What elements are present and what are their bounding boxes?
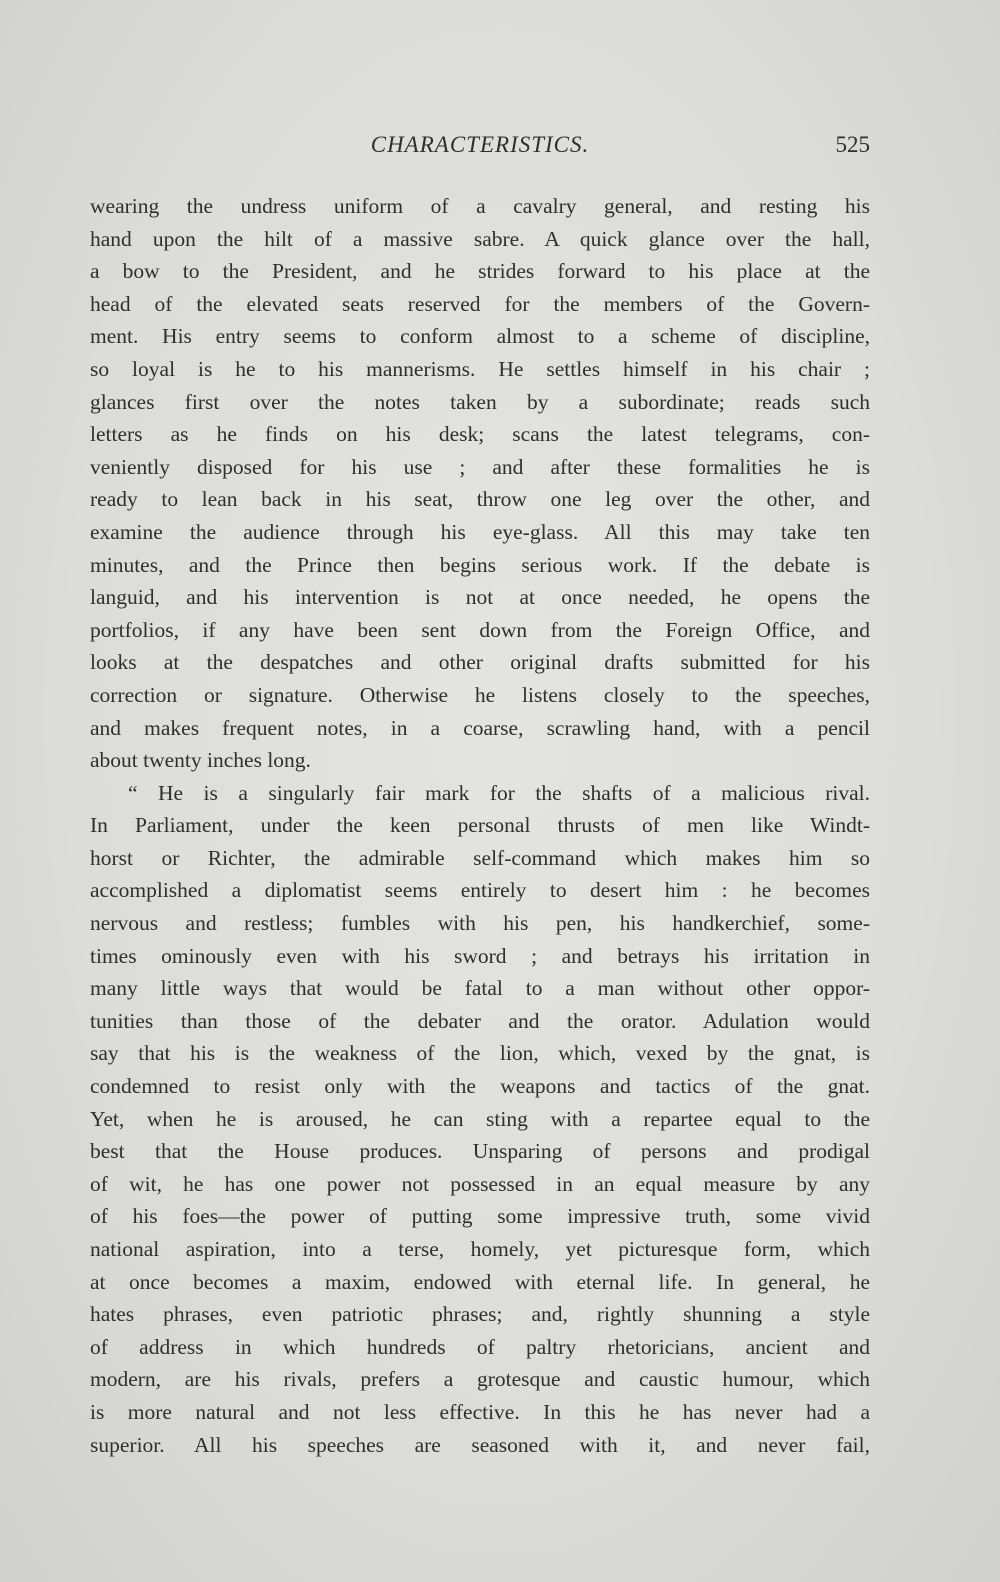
paragraph-start-line: “ He is a singularly fair mark for the shafts of a malicious rival.	[128, 780, 870, 805]
text-line: correction or signature. Otherwise he listens closely to the speeches,	[90, 682, 870, 707]
text-line: horst or Richter, the admirable self-command which makes him so	[90, 845, 870, 870]
text-line: of wit, he has one power not possessed in an equal measure by any	[90, 1171, 870, 1196]
text-line: superior. All his speeches are seasoned with it, and never fail,	[90, 1432, 870, 1457]
text-line: best that the House produces. Unsparing of persons and prodigal	[90, 1139, 870, 1164]
text-line: examine the audience through his eye-glass. All this may take ten	[90, 519, 870, 544]
text-line: glances first over the notes taken by a subordinate; reads such	[90, 389, 870, 414]
text-line: times ominously even with his sword ; and betrays his irritation in	[90, 943, 870, 968]
text-line: head of the elevated seats reserved for the members of the Govern-	[90, 291, 870, 316]
text-line: national aspiration, into a terse, homely, yet picturesque form, which	[90, 1237, 870, 1261]
text-line: many little ways that would be fatal to a man without other oppor-	[90, 976, 870, 1001]
text-line: languid, and his intervention is not at once needed, he opens the	[90, 585, 870, 610]
text-line: looks at the despatches and other original drafts submitted for his	[90, 650, 870, 675]
text-line: tunities than those of the debater and the orator. Adulation would	[90, 1008, 870, 1033]
text-line: modern, are his rivals, prefers a grotesque and caustic humour, which	[90, 1367, 870, 1392]
text-line: so loyal is he to his mannerisms. He settles himself in his chair ;	[90, 356, 870, 381]
running-title: CHARACTERISTICS.	[370, 132, 590, 157]
text-line: portfolios, if any have been sent down from the Foreign Office, and	[90, 617, 870, 642]
text-line: accomplished a diplomatist seems entirely to desert him : he becomes	[90, 878, 870, 903]
text-line: ready to lean back in his seat, throw one leg over the other, and	[90, 487, 870, 512]
page-number: 525	[835, 132, 870, 157]
body-text	[90, 190, 870, 1461]
text-line: and makes frequent notes, in a coarse, scrawling hand, with a pencil	[90, 715, 870, 740]
text-line: of his foes—the power of putting some impressive truth, some vivid	[90, 1204, 870, 1229]
text-line: Yet, when he is aroused, he can sting with a repartee equal to the	[90, 1106, 870, 1131]
text-line: hand upon the hilt of a massive sabre. A quick glance over the hall,	[90, 226, 870, 251]
text-line: condemned to resist only with the weapons and tactics of the gnat.	[90, 1074, 870, 1099]
text-line: hates phrases, even patriotic phrases; and, rightly shunning a style	[90, 1302, 870, 1327]
text-line: wearing the undress uniform of a cavalry general, and resting his	[90, 194, 870, 218]
text-line: veniently disposed for his use ; and after these formalities he is	[90, 454, 870, 479]
text-line: In Parliament, under the keen personal thrusts of men like Windt-	[90, 813, 870, 838]
text-line: say that his is the weakness of the lion, which, vexed by the gnat, is	[90, 1041, 870, 1066]
text-line: of address in which hundreds of paltry rhetoricians, ancient and	[90, 1334, 870, 1359]
text-line: a bow to the President, and he strides forward to his place at the	[90, 259, 870, 284]
running-head	[90, 132, 870, 162]
text-line: about twenty inches long.	[90, 748, 311, 773]
text-line: minutes, and the Prince then begins serious work. If the debate is	[90, 552, 870, 577]
text-line: nervous and restless; fumbles with his pen, his handkerchief, some-	[90, 911, 870, 936]
text-line: ment. His entry seems to conform almost to a scheme of discipline,	[90, 324, 870, 349]
text-line: is more natural and not less effective. In this he has never had a	[90, 1399, 870, 1424]
text-line: letters as he finds on his desk; scans the latest telegrams, con-	[90, 422, 870, 447]
text-line: at once becomes a maxim, endowed with eternal life. In general, he	[90, 1269, 870, 1294]
